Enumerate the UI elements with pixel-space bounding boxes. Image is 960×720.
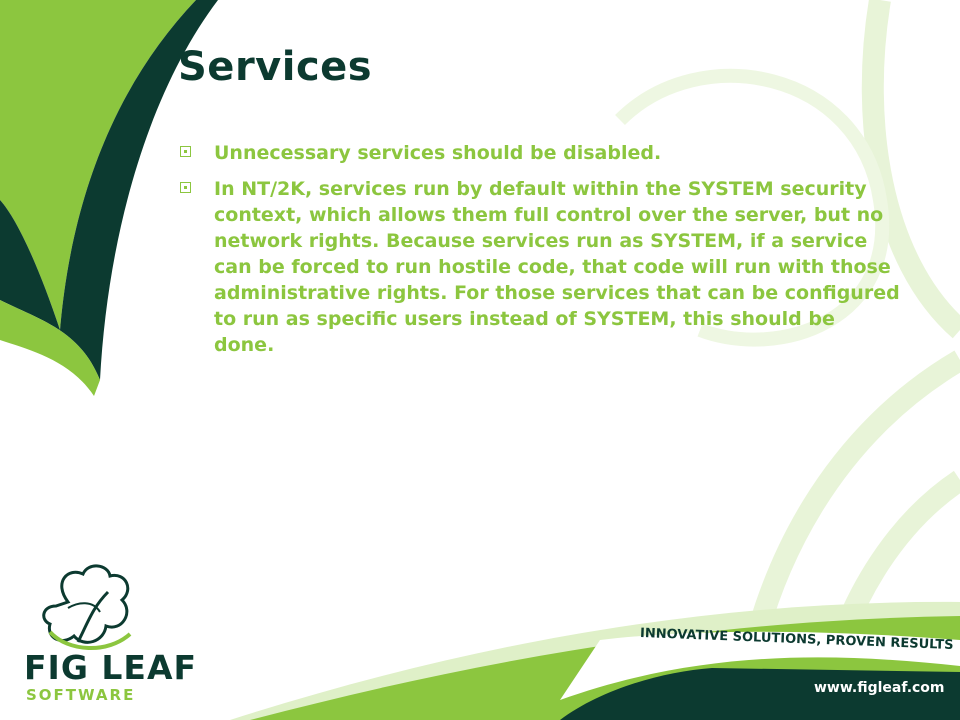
logo-subtitle: SOFTWARE xyxy=(26,686,136,704)
website-url: www.figleaf.com xyxy=(814,680,945,696)
fig-leaf-logo xyxy=(20,562,198,704)
fig-leaf-icon xyxy=(38,562,138,654)
bullet-item xyxy=(180,140,900,166)
bullet-text: In NT/2K, services run by default within the SYSTEM security context, which allows them full control over the server, but no network rights. Because services run as SYSTEM, if a service can be forced to run hostile code, that code will run with those administrative rights. For those services that can be configured to run as specific users instead of SYSTEM, this should be done. xyxy=(214,178,900,356)
bullet-list xyxy=(180,140,900,368)
slide-title: Services xyxy=(178,44,373,90)
square-bullet-icon xyxy=(180,182,191,193)
company-tagline: INNOVATIVE SOLUTIONS, PROVEN RESULTS xyxy=(639,626,954,654)
bullet-text: Unnecessary services should be disabled. xyxy=(214,142,662,164)
square-bullet-icon xyxy=(180,146,191,157)
bullet-item xyxy=(180,176,900,358)
logo-name: FIG LEAF xyxy=(24,648,198,687)
